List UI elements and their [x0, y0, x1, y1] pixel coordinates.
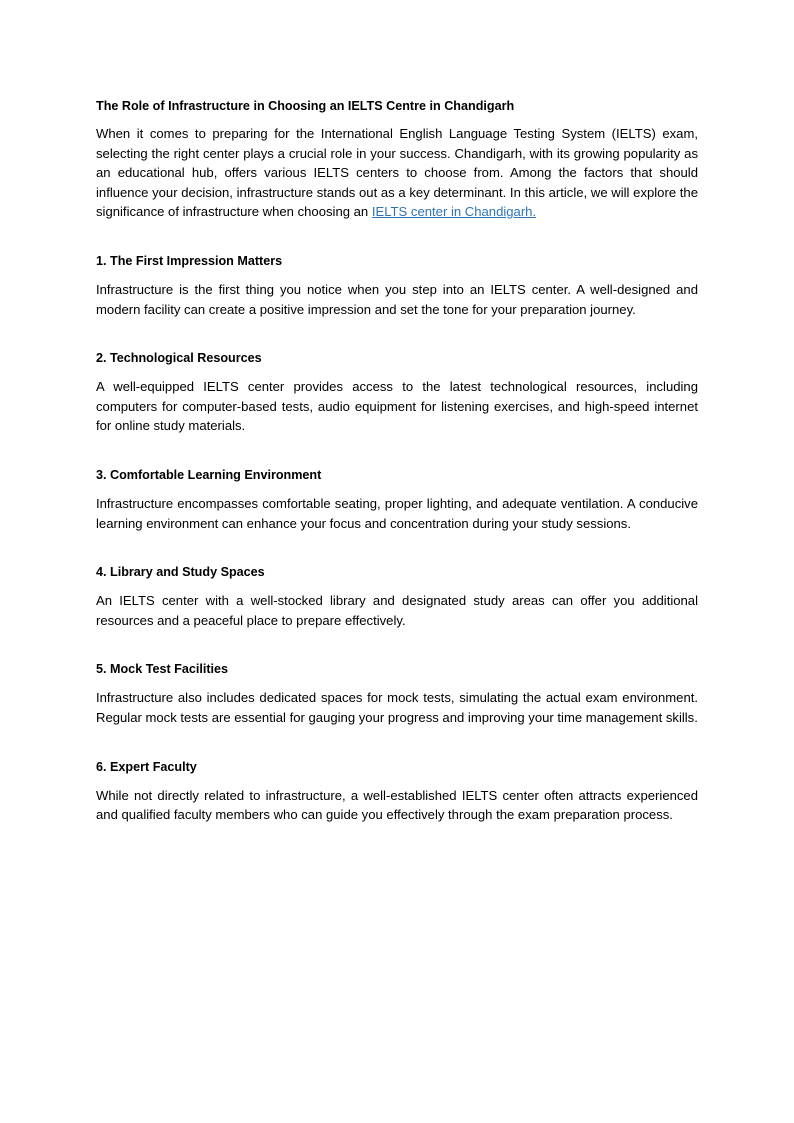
document-page [96, 96, 698, 825]
intro-text: When it comes to preparing for the International English Language Testing System (IELTS) exam, selecting the right center plays a crucial role in your success. Chandigarh, with its growing popularity as an educational hub, offers various IELTS centers to choose from. Among the factors that should influence your decision, infrastructure stands out as a key determinant. In this article, we will explore the significance of infrastructure when choosing an [96, 126, 698, 220]
section-body: A well-equipped IELTS center provides access to the latest technological resources, including computers for computer-based tests, audio equipment for listening exercises, and high-speed internet for online study materials. [96, 379, 698, 434]
section-body: An IELTS center with a well-stocked library and designated study areas can offer you additional resources and a peaceful place to prepare effectively. [96, 593, 698, 628]
intro-paragraph [96, 124, 698, 222]
section-first-impression [96, 251, 698, 319]
section-heading: 6. Expert Faculty [96, 759, 197, 774]
section-heading: 3. Comfortable Learning Environment [96, 467, 322, 482]
section-library-study-spaces [96, 562, 698, 630]
ielts-center-link[interactable]: IELTS center in Chandigarh. [371, 204, 537, 220]
section-mock-test-facilities [96, 659, 698, 727]
section-technological-resources [96, 348, 698, 436]
section-learning-environment [96, 465, 698, 533]
section-heading: 2. Technological Resources [96, 351, 262, 366]
section-expert-faculty [96, 757, 698, 825]
section-body: Infrastructure encompasses comfortable seating, proper lighting, and adequate ventilation. A conducive learning environment can enhance your focus and concentration during your study sessions. [96, 495, 698, 531]
section-body: While not directly related to infrastructure, a well-established IELTS center often attracts experienced and qualified faculty members who can guide you effectively through the exam preparation process. [96, 787, 698, 823]
section-body: Infrastructure also includes dedicated spaces for mock tests, simulating the actual exam environment. Regular mock tests are essential for gauging your progress and improving your time management skills. [96, 690, 698, 725]
section-heading: 5. Mock Test Facilities [96, 662, 229, 677]
section-heading: 4. Library and Study Spaces [96, 565, 265, 580]
section-heading: 1. The First Impression Matters [96, 253, 283, 268]
document-title: The Role of Infrastructure in Choosing an IELTS Centre in Chandigarh [96, 99, 515, 113]
section-body: Infrastructure is the first thing you notice when you step into an IELTS center. A well-designed and modern facility can create a positive impression and set the tone for your preparation journey. [96, 281, 698, 317]
